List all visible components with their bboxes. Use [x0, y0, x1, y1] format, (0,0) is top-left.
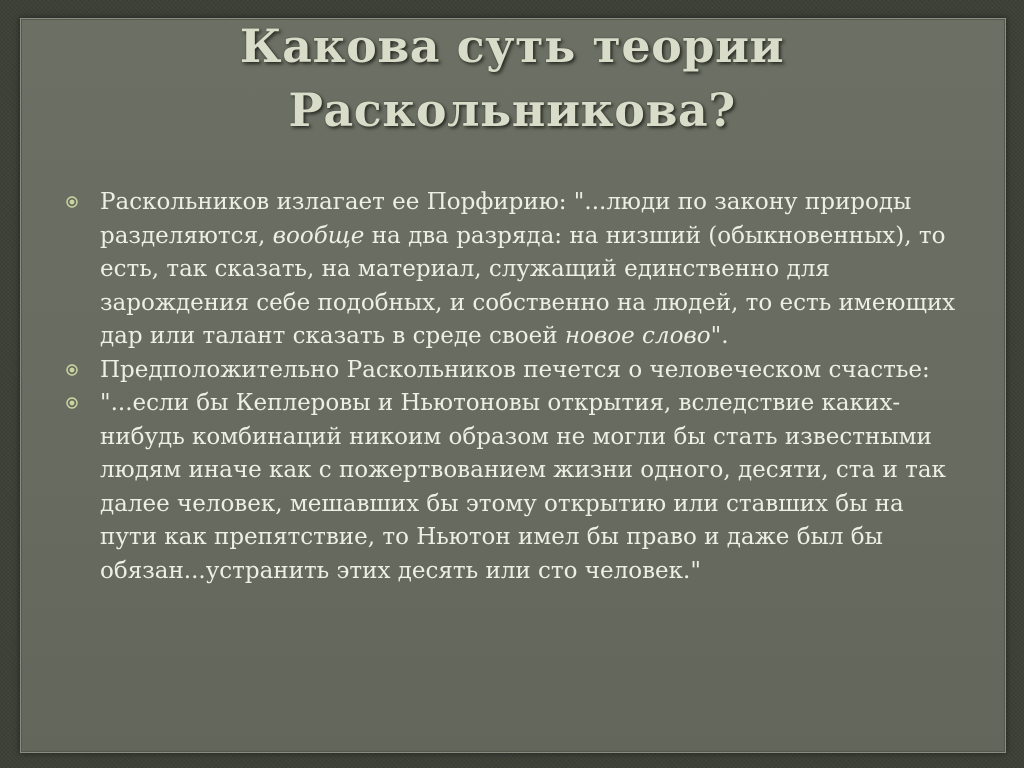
bullet-item-2 — [66, 354, 966, 388]
slide-content — [66, 186, 966, 588]
title-line-2: Раскольникова? — [288, 83, 736, 137]
circle-bullet-icon — [66, 364, 78, 376]
bullet-1-emphasis-1: вообще — [272, 222, 365, 249]
bullet-3-text: "...если бы Кеплеровы и Ньютоновы открытия, вследствие каких-нибудь комбинаций никоим образом не могли бы стать известными людям иначе как с пожертвованием жизни одного, десяти, ста и так далее человек, мешавших бы этому открытию или ставших бы на пути как препятствие, то Ньютон имел бы право и даже был бы обязан...устранить этих десять или сто человек." — [100, 390, 946, 584]
circle-bullet-icon — [66, 196, 78, 208]
bullet-2-text: Предположительно Раскольников печется о человеческом счастье: — [100, 356, 930, 383]
bullet-1-text-part-2: на два разряда: на низший (обыкновенных), то есть, так сказать, на материал, служащий единственно для зарождения себе подобных, и собственно на людей, то есть имеющих дар или талант сказать в среде своей — [100, 222, 956, 349]
bullet-1-text-part-1: Раскольников излагает ее Порфирию: "...люди по закону природы разделяются, — [100, 189, 912, 249]
bullet-item-3 — [66, 387, 966, 588]
bullet-1-text-part-3: ". — [710, 323, 729, 349]
bullet-1-emphasis-2: новое слово — [564, 323, 711, 349]
circle-bullet-icon — [66, 397, 78, 409]
title-line-1: Какова суть теории — [239, 19, 785, 73]
bullet-item-1 — [66, 186, 966, 354]
slide-title — [0, 14, 1024, 142]
